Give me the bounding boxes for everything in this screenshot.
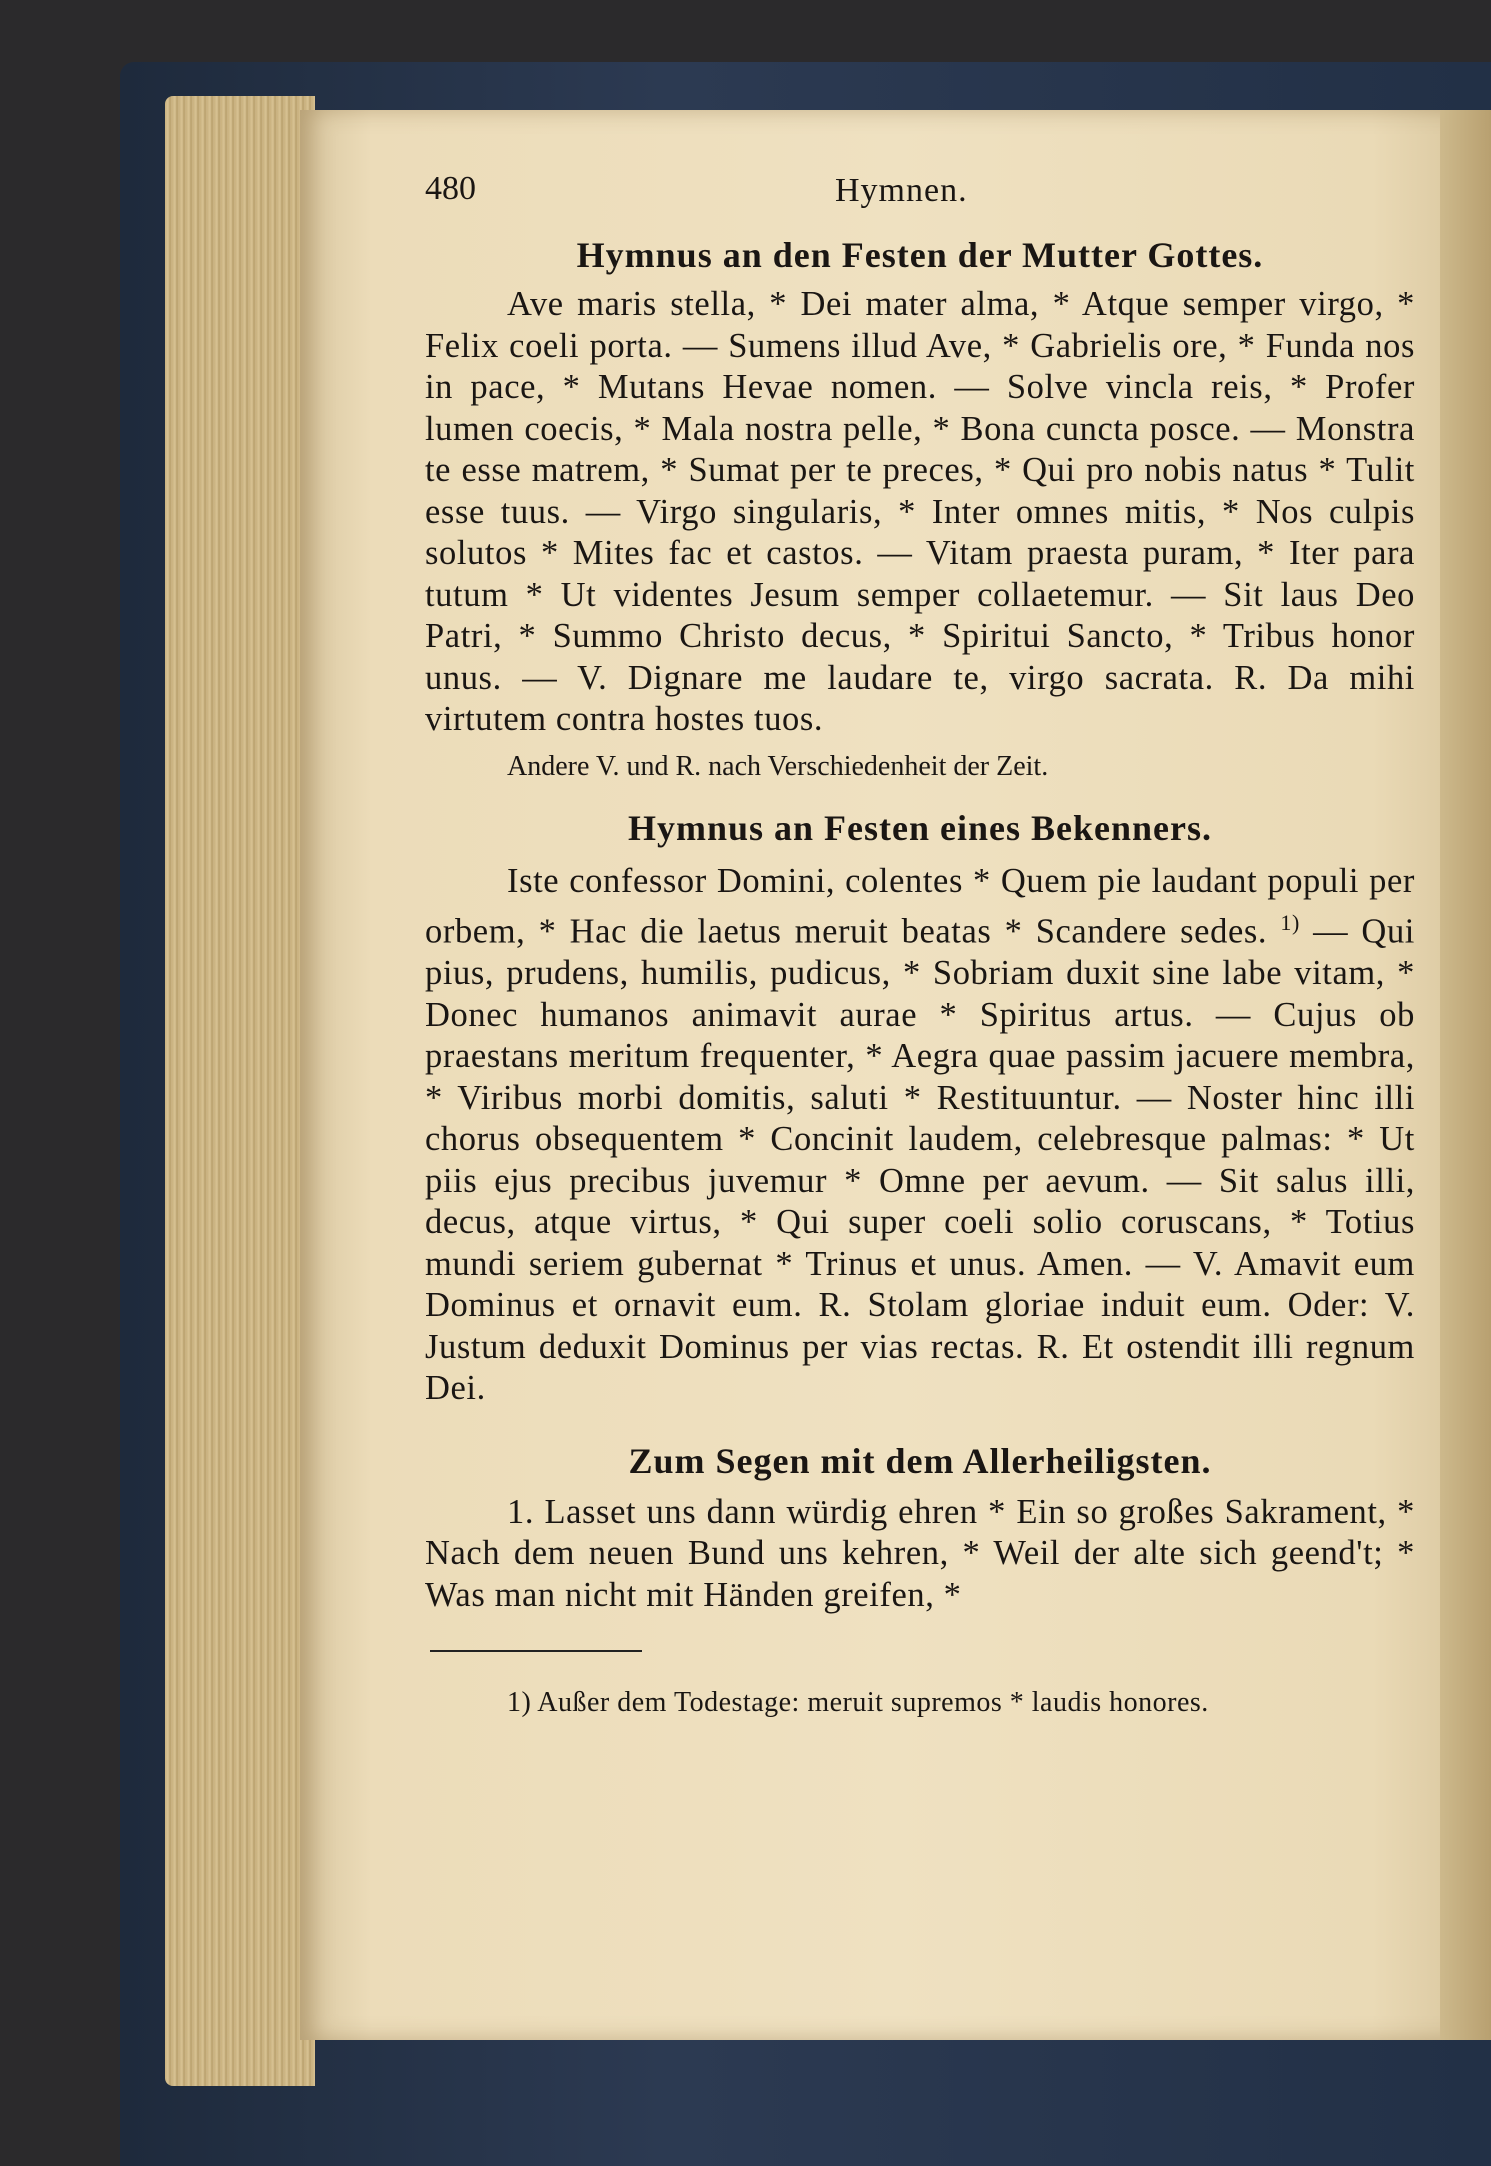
page-content [425, 170, 1415, 1724]
marian-hymn-text: Ave maris stella, * Dei mater alma, * Atque semper virgo, * Felix coeli porta. — Sumens illud Ave, * Gabrielis ore, * Funda nos in pace, * Mutans Hevae nomen. — Solve vincla reis, * Profer lumen coecis, * Mala nostra pelle, * Bona cuncta posce. — Monstra te esse matrem, * Sumat per te preces, * Qui pro nobis natus * Tulit esse tuus. — Virgo singularis, * Inter omnes mitis, * Nos culpis solutos * Mites fac et castos. — Vitam praesta puram, * Iter para tutum * Ut videntes Jesum semper collaetemur. — Sit laus Deo Patri, * Summo Christo decus, * Spiritui Sancto, * Tribus honor unus. — V. Dignare me laudare te, virgo sacrata. R. Da mihi virtutem contra hostes tuos. [425, 285, 1415, 738]
running-head [425, 170, 1415, 230]
page-gutter [1440, 110, 1491, 2040]
section-title-benediction: Zum Segen mit dem Allerheiligsten. [628, 1440, 1212, 1481]
section-title-confessor-hymn: Hymnus an Festen eines Bekenners. [627, 807, 1213, 848]
benediction-hymn-text: 1. Lasset uns dann würdig ehren * Ein so großes Sakrament, * Nach dem neuen Bund uns kehren, * Weil der alte sich geend't; * Was man nicht mit Händen greifen, * [425, 1492, 1415, 1614]
section-title-marian-hymn: Hymnus an den Festen der Mutter Gottes. [576, 235, 1264, 275]
footnote: 1) Außer dem Todestage: meruit supremos * laudis honores. [507, 1687, 1209, 1718]
footnote-rule [430, 1650, 642, 1652]
confessor-hymn-part-1: Iste confessor Domini, colentes * Quem pie laudant populi per orbem, * Hac die laetus meruit beatas * Scandere sedes. [425, 861, 1415, 951]
confessor-hymn-part-2: — Qui pius, prudens, humilis, pudicus, * Sobriam duxit sine labe vitam, * Donec humanos animavit aurae * Spiritus artus. — Cujus ob praestans meritum frequenter, * Aegra quae passim jacuere membra, * Viribus morbi domitis, saluti * Restituuntur. — Noster hinc illi chorus obsequentem * Concinit laudem, celebresque palmas: * Ut piis ejus precibus juvemur * Omne per aevum. — Sit salus illi, decus, atque virtus, * Qui super coeli solio coruscans, * Totius mundi seriem gubernat * Trinus et unus. Amen. — V. Amavit eum Dominus et ornavit eum. R. Stolam gloriae induit eum. Oder: V. Justum deduxit Dominus per vias rectas. R. Et ostendit illi regnum Dei. [425, 912, 1415, 1407]
page-number: 480 [425, 170, 476, 207]
footnote-marker: 1) [1280, 910, 1300, 935]
confessor-hymn-text [425, 861, 1415, 1410]
page-edges [165, 96, 315, 2086]
rubric-note: Andere V. und R. nach Verschiedenheit der Zeit. [507, 750, 1049, 782]
running-title: Hymnen. [835, 172, 968, 209]
